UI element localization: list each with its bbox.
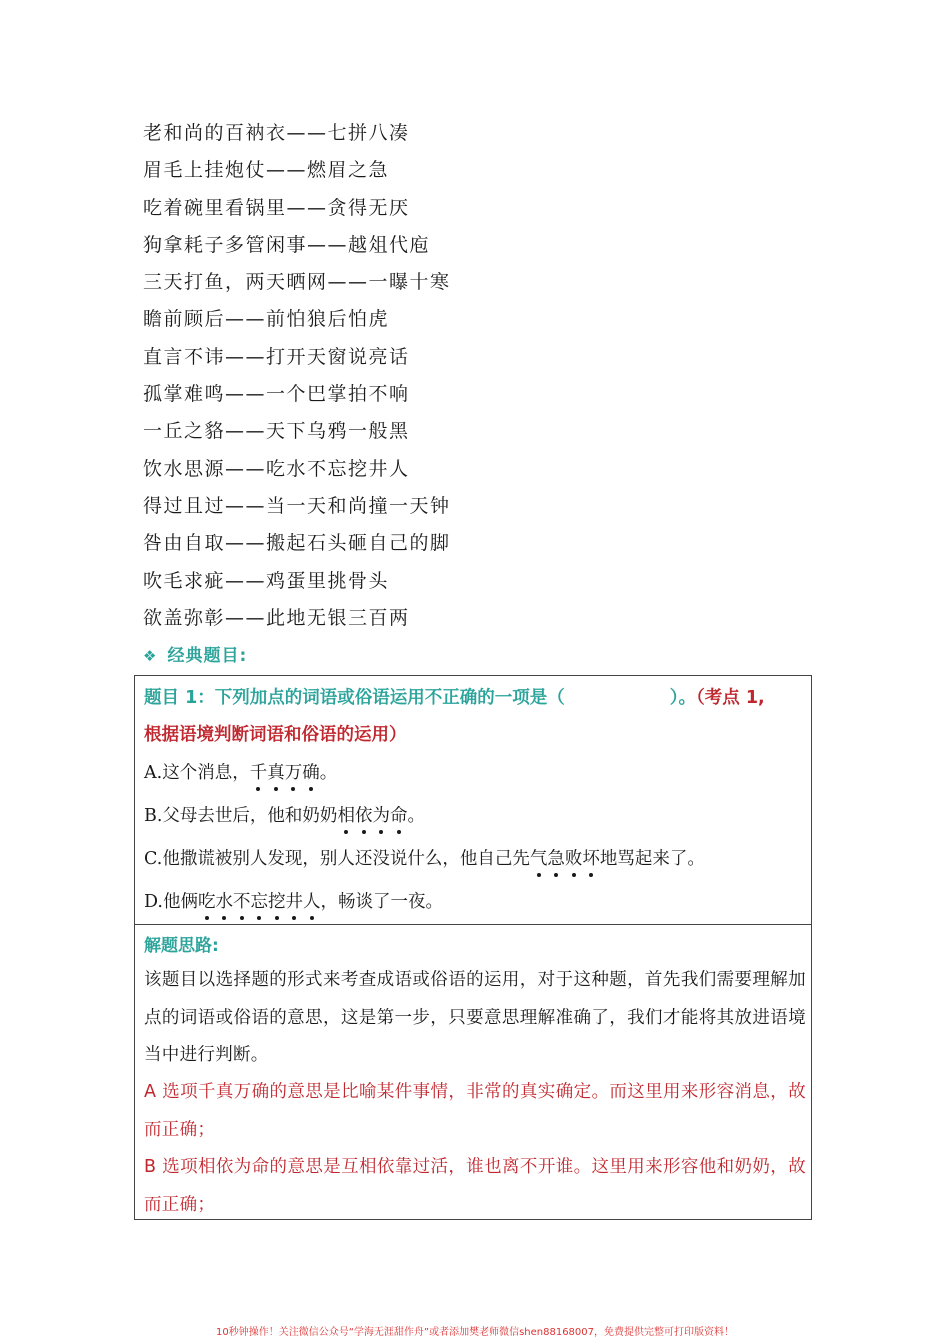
emphasis-char: 忘 [250,892,268,912]
idiom-pair: 瞻前顾后——前怕狼后怕虎 [143,308,390,331]
emphasis-char: 坏 [582,849,600,869]
question-box [134,675,812,1220]
question-title-line [144,684,765,709]
emphasis-char: 相 [337,806,355,826]
option-a: A.这个消息，千真万确。 [144,763,338,783]
box-divider [135,924,811,925]
idiom-pair-list [143,115,451,637]
question-note: （考点 1, [696,688,765,708]
emphasis-char: 不 [232,892,251,912]
emphasis-char: 急 [547,849,565,869]
option-d: D.他俩吃水不忘挖井人，畅谈了一夜。 [144,892,443,912]
idiom-pair: 饮水思源——吃水不忘挖井人 [143,457,410,480]
option-c: C.他撒谎被别人发现，别人还没说什么，他自己先气急败坏地骂起来了。 [144,849,705,869]
idiom-pair: 得过且过——当一天和尚撞一天钟 [143,494,451,517]
idiom-pair: 咎由自取——搬起石头砸自己的脚 [143,532,451,555]
idiom-pair: 老和尚的百衲衣——七拼八凑 [143,122,410,144]
idiom-pair: 狗拿耗子多管闲事——越俎代庖 [143,233,431,256]
question-title: 题目 1：下列加点的词语或俗语运用不正确的一项是（ ）。 [144,688,697,708]
emphasis-char: 井 [285,892,303,912]
emphasis-char: 败 [564,849,583,869]
diamond-bullet-icon: ❖ [143,647,158,665]
emphasis-char: 真 [267,763,285,783]
emphasis-char: 命 [389,806,408,826]
emphasis-char: 挖 [267,892,286,912]
emphasis-char: 千 [249,763,268,783]
idiom-pair: 欲盖弥彰——此地无银三百两 [143,606,410,629]
idiom-pair: 吃着碗里看锅里——贪得无厌 [143,196,410,219]
emphasis-char: 依 [354,806,373,826]
solution-intro: 该题目以选择题的形式来考查成语或俗语的运用，对于这种题，首先我们需要理解加点的词语或俗语的意思，这是第一步，只要意思理解准确了，我们才能将其放进语境当中进行判断。 [144,970,806,1065]
analysis-a: A 选项千真万确的意思是比喻某件事情，非常的真实确定。而这里用来形容消息，故而正确； [144,1082,806,1140]
emphasis-char: 万 [284,763,303,783]
dotted-word [337,806,407,826]
section-heading-text: 经典题目: [167,646,248,666]
emphasis-char: 吃 [197,892,216,912]
dotted-word [198,892,321,912]
idiom-pair: 直言不讳——打开天窗说亮话 [143,345,410,368]
idiom-pair: 孤掌难鸣——一个巴掌拍不响 [143,383,410,406]
dotted-word [250,763,320,783]
idiom-pair: 眉毛上挂炮仗——燃眉之急 [143,159,390,182]
idiom-pair: 三天打鱼，两天晒网——一曝十寒 [143,271,451,294]
emphasis-char: 为 [372,806,390,826]
question-note-line: 根据语境判断词语和俗语的运用） [144,725,407,745]
emphasis-char: 确 [302,763,320,783]
dotted-word [530,849,600,869]
emphasis-char: 气 [529,849,548,869]
emphasis-char: 人 [302,892,321,912]
section-heading [143,642,247,670]
idiom-pair: 一丘之貉——天下乌鸦一般黑 [143,420,410,443]
analysis-b: B 选项相依为命的意思是互相依靠过活，谁也离不开谁。这里用来形容他和奶奶，故而正确； [144,1157,806,1215]
solution-heading: 解题思路: [144,936,219,956]
idiom-pair: 吹毛求疵——鸡蛋里挑骨头 [143,569,390,592]
emphasis-char: 水 [215,892,233,912]
footer-notice: 10秒钟操作！关注微信公众号“学海无涯甜作舟”或者添加樊老师微信shen88168007，免费提供完整可打印版资料！ [215,1327,735,1338]
option-b: B.父母去世后，他和奶奶相依为命。 [144,806,425,826]
